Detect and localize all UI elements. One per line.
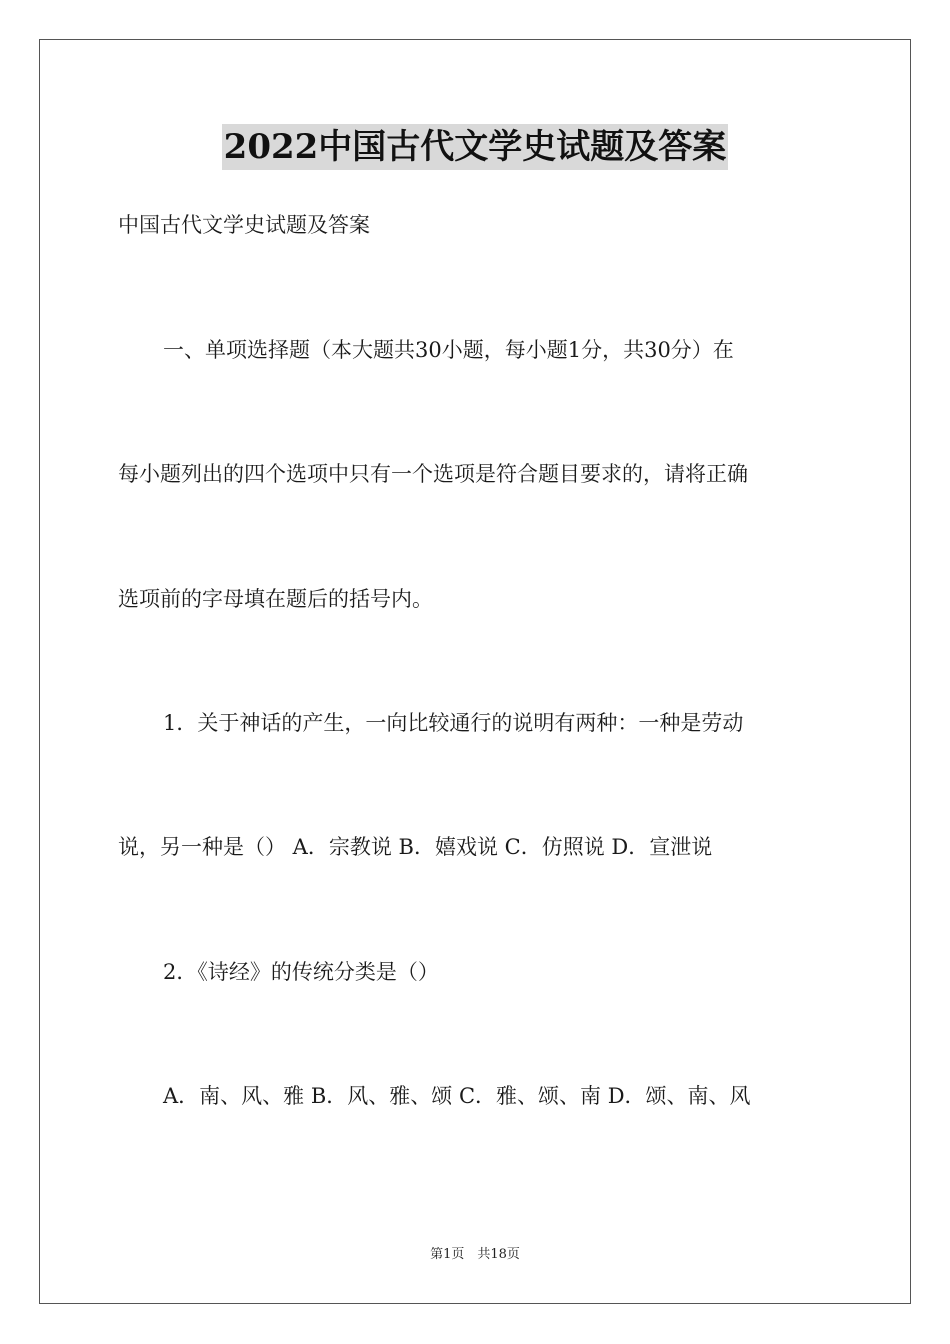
title-container [0,124,950,170]
instruction-line: 选项前的字母填在题后的括号内。 [118,587,433,611]
question-line: 1．关于神话的产生，一向比较通行的说明有两种：一种是劳动 [163,711,744,735]
question-options-line: 说，另一种是（） A．宗教说 B．嬉戏说 C．仿照说 D．宣泄说 [118,835,713,859]
question-line: 2．《诗经》的传统分类是（） [163,960,439,984]
subtitle-line: 中国古代文学史试题及答案 [118,213,370,237]
instruction-line: 每小题列出的四个选项中只有一个选项是符合题目要求的，请将正确 [118,462,748,486]
question-options-line: A．南、风、雅 B．风、雅、颂 C．雅、颂、南 D．颂、南、风 [163,1084,751,1108]
document-title: 2022中国古代文学史试题及答案 [222,124,729,170]
page-footer: 第1页 共18页 [430,1247,520,1262]
section-heading-line: 一、单项选择题（本大题共30小题，每小题1分，共30分）在 [163,338,734,362]
